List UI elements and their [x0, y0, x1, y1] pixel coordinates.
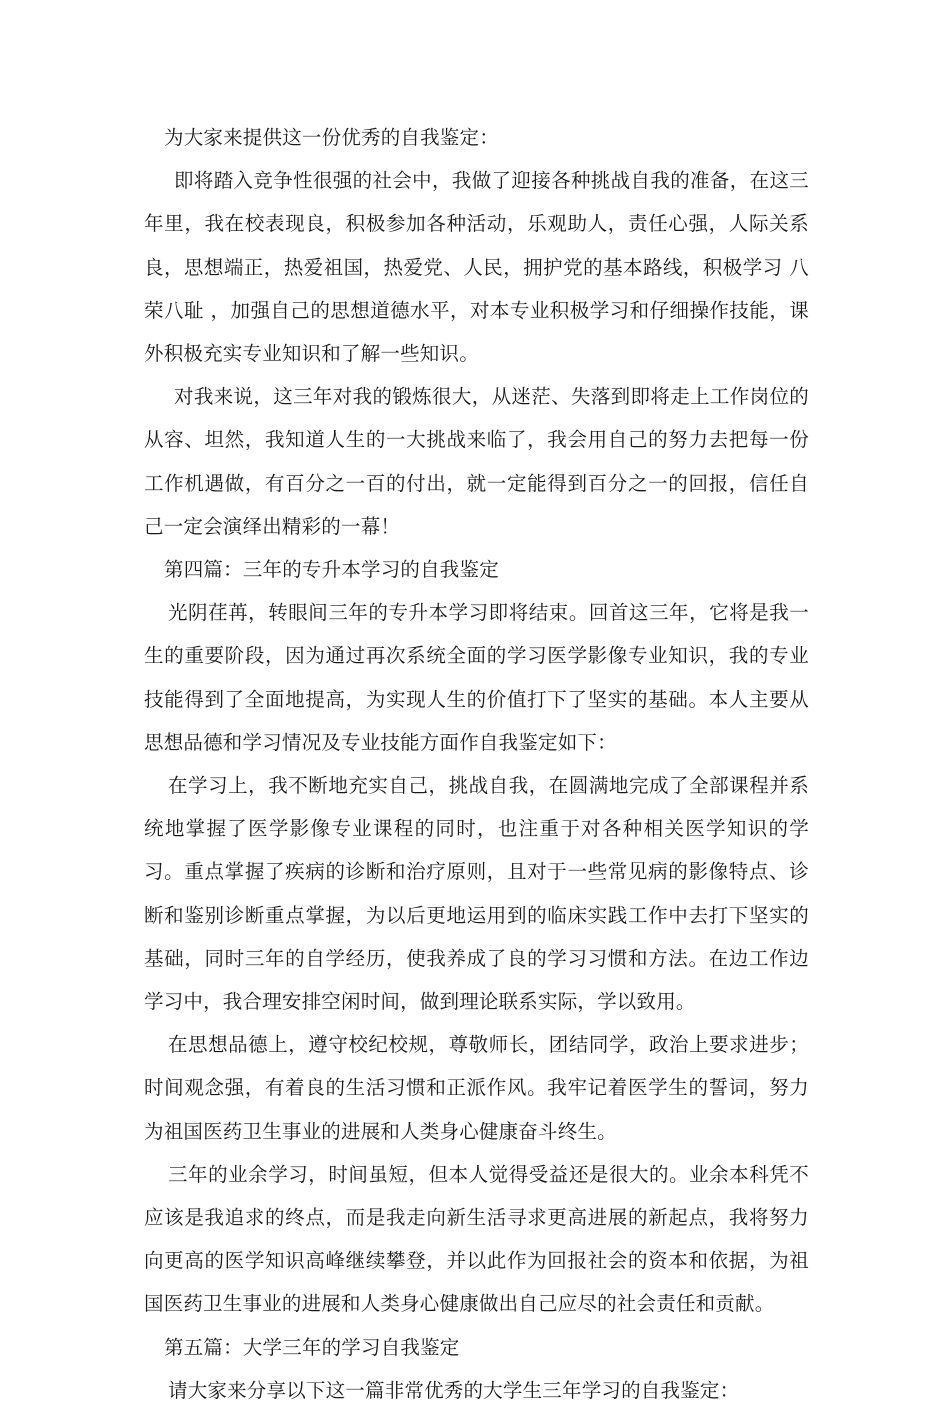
paragraph-conclusion: 三年的业余学习，时间虽短，但本人觉得受益还是很大的。业余本科凭不应该是我追求的终点，而是我走向新生活寻求更高进展的新起点，我将努力向更高的医学知识高峰继续攀登，并以此作为回报社会的资本和依据，为祖国医药卫生事业的进展和人类身心健康做出自己应尽的社会责任和贡献。 — [144, 1162, 809, 1316]
section-heading-5: 第五篇：大学三年的学习自我鉴定 — [164, 1335, 460, 1359]
paragraph-morality: 在思想品德上，遵守校纪校规，尊敬师长，团结同学，政治上要求进步；时间观念强，有着良的生活习惯和正派作风。我牢记着医学生的誓词，努力为祖国医药卫生事业的进展和人类身心健康奋斗终生。 — [144, 1033, 809, 1143]
document-body — [144, 116, 809, 1412]
paragraph-overview: 光阴荏苒，转眼间三年的专升本学习即将结束。回首这三年，它将是我一生的重要阶段，因为通过再次系统全面的学习医学影像专业知识，我的专业技能得到了全面地提高，为实现人生的价值打下了坚实的基础。本人主要从思想品德和学习情况及专业技能方面作自我鉴定如下： — [144, 601, 809, 754]
paragraph-growth: 对我来说，这三年对我的锻炼很大，从迷茫、失落到即将走上工作岗位的从容、坦然，我知道人生的一大挑战来临了，我会用自己的努力去把每一份工作机遇做，有百分之一百的付出，就一定能得到百分之一的回报，信任自己一定会演绎出精彩的一幕！ — [144, 385, 809, 538]
paragraph-share: 请大家来分享以下这一篇非常优秀的大学生三年学习的自我鉴定： — [168, 1378, 740, 1402]
paragraph-study: 在学习上，我不断地充实自己，挑战自我，在圆满地完成了全部课程并系统地掌握了医学影像专业课程的同时，也注重于对各种相关医学知识的学习。重点掌握了疾病的诊断和治疗原则，且对于一些常见病的影像特点、诊断和鉴别诊断重点掌握，为以后更地运用到的临床实践工作中去打下坚实的基础，同时三年的自学经历，使我养成了良的学习习惯和方法。在边工作边学习中，我合理安排空闲时间，做到理论联系实际，学以致用。 — [144, 774, 809, 1014]
section-heading-4: 第四篇：三年的专升本学习的自我鉴定 — [164, 558, 499, 582]
intro-line: 为大家来提供这一份优秀的自我鉴定： — [164, 126, 499, 149]
paragraph-readiness: 即将踏入竞争性很强的社会中，我做了迎接各种挑战自我的准备，在这三年里，我在校表现良，积极参加各种活动，乐观助人，责任心强，人际关系良，思想端正，热爱祖国，热爱党、人民，拥护党的基本路线，积极学习 八荣八耻 ，加强自己的思想道德水平，对本专业积极学习和仔细操作技能，课外积极充实专业知识和了解一些知识。 — [144, 169, 809, 366]
